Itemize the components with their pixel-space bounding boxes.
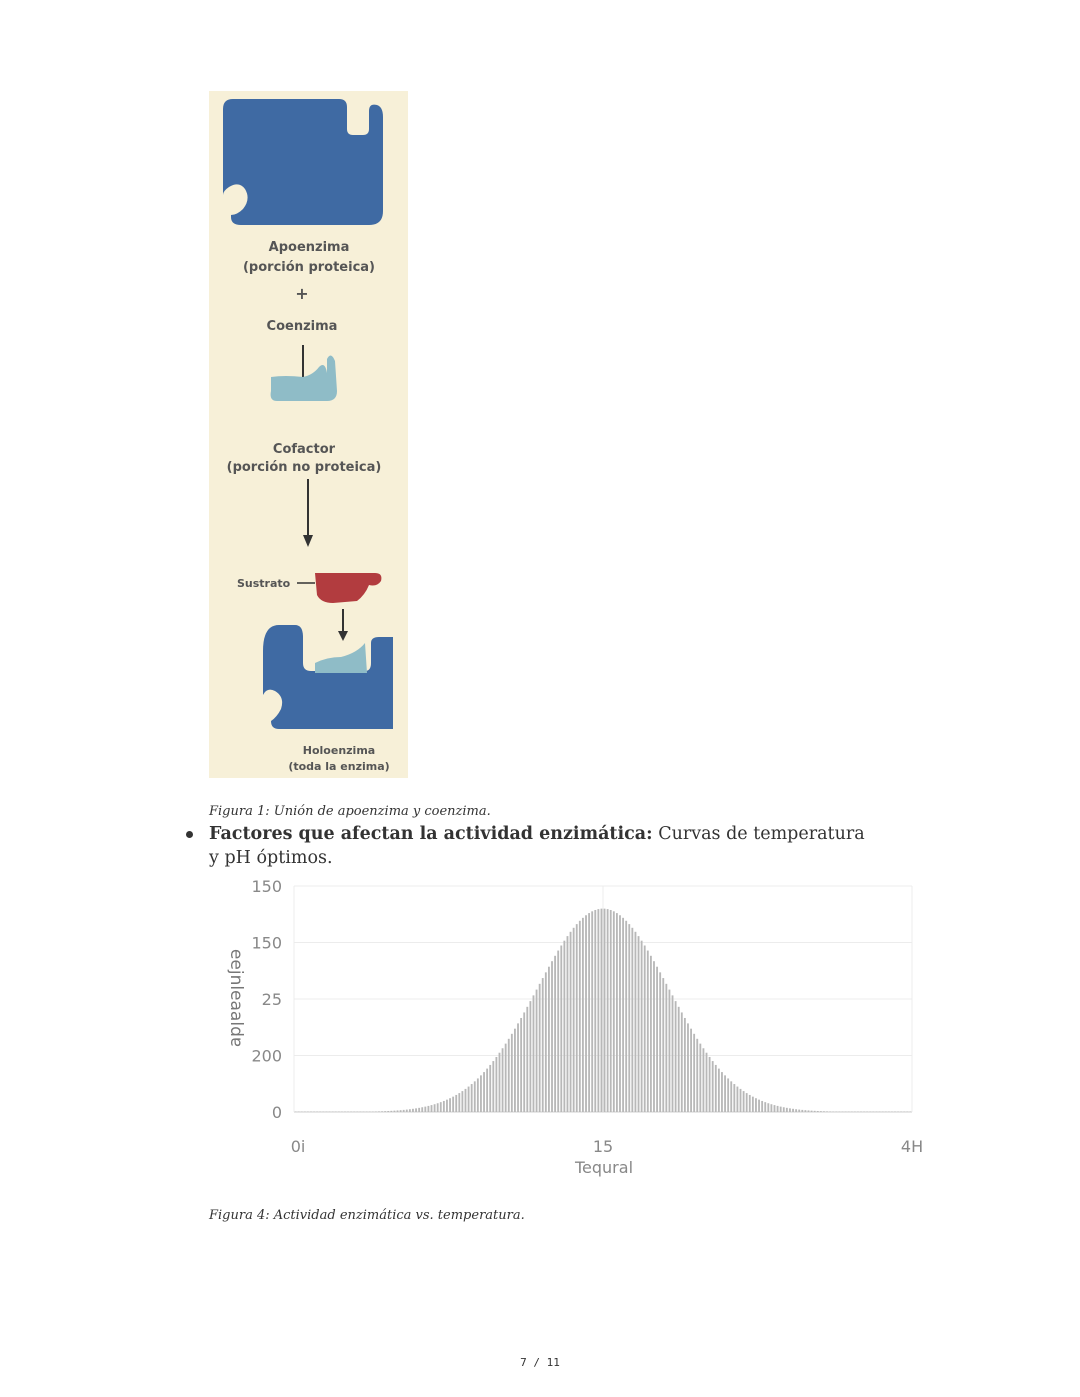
histogram-bar: [412, 1109, 414, 1112]
histogram-bar: [350, 1112, 352, 1113]
apoenzyme-sublabel: (porción proteica): [242, 260, 376, 275]
histogram-bar: [709, 1057, 711, 1112]
histogram-bar: [647, 951, 649, 1112]
histogram-bar: [706, 1053, 708, 1112]
histogram-bar: [347, 1112, 349, 1113]
histogram-bar: [548, 967, 550, 1112]
histogram-bar: [298, 1112, 300, 1113]
figure-apoenzyme-coenzyme: [209, 91, 408, 778]
histogram-bar: [304, 1112, 306, 1113]
histogram-bar: [690, 1029, 692, 1112]
histogram-bar: [910, 1112, 912, 1113]
histogram-bar: [872, 1112, 874, 1113]
histogram-bar: [477, 1078, 479, 1112]
histogram-bar: [882, 1112, 884, 1113]
histogram-bar: [857, 1112, 859, 1113]
histogram-bar: [798, 1110, 800, 1112]
histogram-bar: [372, 1112, 374, 1113]
histogram-bar: [353, 1112, 355, 1113]
histogram-bar: [539, 984, 541, 1112]
histogram-bar: [801, 1110, 803, 1112]
x-axis-label: Tequral: [574, 1158, 634, 1177]
histogram-bar: [789, 1108, 791, 1112]
histogram-bar: [681, 1012, 683, 1112]
histogram-bar: [511, 1034, 513, 1112]
histogram-bar: [669, 990, 671, 1112]
histogram-bar: [523, 1012, 525, 1112]
histogram-bar: [471, 1084, 473, 1112]
histogram-bar: [869, 1112, 871, 1113]
histogram-bar: [332, 1112, 334, 1113]
bullet-dot: [186, 831, 193, 838]
histogram-bar: [465, 1089, 467, 1112]
histogram-bar: [662, 978, 664, 1112]
histogram-bar: [613, 911, 615, 1112]
histogram-bar: [838, 1112, 840, 1113]
histogram-bar: [582, 918, 584, 1112]
y-tick-label: 25: [261, 990, 282, 1009]
histogram-bar: [381, 1111, 383, 1112]
histogram-bar: [545, 972, 547, 1112]
histogram-bar: [301, 1112, 303, 1113]
figure-1-caption: Figura 1: Unión de apoenzima y coenzima.: [209, 804, 491, 819]
histogram-bar: [403, 1110, 405, 1112]
histogram-bar: [619, 915, 621, 1112]
coenzyme-label: Coenzima: [266, 319, 338, 334]
histogram-bar: [829, 1111, 831, 1112]
histogram-bar: [443, 1101, 445, 1112]
histogram-bar: [894, 1112, 896, 1113]
histogram-bar: [508, 1039, 510, 1112]
histogram-bar: [879, 1112, 881, 1113]
histogram-bar: [474, 1081, 476, 1112]
bullet-bold-text: Factores que afectan la actividad enzimática:: [209, 824, 653, 844]
histogram-bar: [755, 1098, 757, 1112]
histogram-bar: [724, 1075, 726, 1112]
histogram-bar: [520, 1018, 522, 1112]
histogram-bar: [427, 1106, 429, 1112]
histogram-bar: [780, 1107, 782, 1112]
histogram-bar: [434, 1104, 436, 1112]
histogram-bar: [316, 1112, 318, 1113]
histogram-bar: [696, 1039, 698, 1112]
substrate-label: Sustrato: [237, 577, 291, 590]
histogram-bar: [752, 1097, 754, 1112]
histogram-bar: [607, 909, 609, 1112]
y-axis-label: eejnleaaldɐ: [226, 948, 246, 1048]
y-tick-label: 150: [251, 933, 282, 953]
histogram-bar: [693, 1034, 695, 1112]
histogram-bar: [891, 1112, 893, 1113]
histogram-bar: [851, 1112, 853, 1113]
x-tick-label: 4H: [900, 1137, 924, 1156]
histogram-bar: [900, 1112, 902, 1113]
bullet-text: Curvas de temperatura y pH óptimos.: [209, 824, 865, 868]
histogram-bar: [406, 1110, 408, 1112]
histogram-bar: [823, 1111, 825, 1112]
histogram-bar: [341, 1112, 343, 1113]
histogram-bar: [313, 1112, 315, 1113]
histogram-bar: [446, 1100, 448, 1112]
histogram-bar: [804, 1110, 806, 1112]
histogram-bar: [678, 1007, 680, 1112]
histogram-bar: [483, 1072, 485, 1112]
histogram-bar: [570, 932, 572, 1112]
histogram-bar: [369, 1112, 371, 1113]
histogram-bar: [625, 921, 627, 1112]
histogram-bar: [767, 1103, 769, 1112]
histogram-bar: [329, 1112, 331, 1113]
histogram-bar: [628, 924, 630, 1112]
histogram-bar: [740, 1089, 742, 1112]
histogram-bar: [492, 1061, 494, 1112]
histogram-bar: [817, 1111, 819, 1112]
histogram-bar: [808, 1110, 810, 1112]
histogram-bar: [452, 1097, 454, 1112]
histogram-bar: [431, 1105, 433, 1112]
histogram-bar: [885, 1112, 887, 1113]
histogram-bar: [650, 956, 652, 1112]
histogram-bar: [480, 1075, 482, 1112]
histogram-bar: [360, 1112, 362, 1113]
bullet-item: [209, 822, 869, 870]
histogram-bar: [761, 1101, 763, 1112]
histogram-bar: [449, 1098, 451, 1112]
histogram-bar: [499, 1053, 501, 1112]
histogram-bar: [715, 1065, 717, 1112]
histogram-bar: [826, 1111, 828, 1112]
histogram-bar: [338, 1112, 340, 1113]
histogram-bar: [897, 1112, 899, 1113]
histogram-bar: [665, 984, 667, 1112]
figure-4-caption: Figura 4: Actividad enzimática vs. temperatura.: [209, 1208, 525, 1223]
histogram-bar: [811, 1111, 813, 1112]
histogram-bar: [749, 1095, 751, 1112]
histogram-bar: [310, 1112, 312, 1113]
histogram-bar: [653, 961, 655, 1112]
histogram-bar: [495, 1057, 497, 1112]
histogram-bar: [659, 972, 661, 1112]
histogram-bar: [860, 1112, 862, 1113]
page-number: 7 / 11: [520, 1356, 560, 1369]
histogram-bar: [397, 1110, 399, 1112]
histogram-bar: [394, 1111, 396, 1112]
plus-sign: +: [295, 284, 309, 303]
x-tick-label: 0i: [290, 1137, 306, 1156]
histogram-bar: [764, 1102, 766, 1112]
histogram-bar: [514, 1029, 516, 1112]
histogram-bar: [616, 913, 618, 1112]
histogram-bar: [703, 1048, 705, 1112]
histogram-bar: [845, 1112, 847, 1113]
histogram-bar: [876, 1112, 878, 1113]
x-tick-label: 15: [592, 1137, 614, 1156]
histogram-bar: [727, 1078, 729, 1112]
y-tick-label: 0: [271, 1103, 282, 1122]
histogram-bar: [551, 961, 553, 1112]
histogram-bar: [486, 1069, 488, 1112]
histogram-bar: [415, 1108, 417, 1112]
histogram-bar: [672, 995, 674, 1112]
histogram-bar: [795, 1109, 797, 1112]
y-tick-label: 200: [251, 1046, 282, 1066]
histogram-bar: [906, 1112, 908, 1113]
histogram-bar: [458, 1093, 460, 1112]
histogram-bar: [517, 1023, 519, 1112]
histogram-bar: [542, 978, 544, 1112]
histogram-bar: [400, 1110, 402, 1112]
histogram-bar: [326, 1112, 328, 1113]
histogram-bar: [699, 1044, 701, 1112]
histogram-bar: [489, 1065, 491, 1112]
histogram-bar: [730, 1081, 732, 1112]
histogram-bar: [712, 1061, 714, 1112]
histogram-bar: [526, 1007, 528, 1112]
histogram-bar: [505, 1044, 507, 1112]
histogram-bar: [786, 1108, 788, 1112]
histogram-bar: [440, 1102, 442, 1112]
histogram-bar: [390, 1111, 392, 1112]
histogram-bar: [461, 1091, 463, 1112]
histogram-bar: [567, 936, 569, 1112]
histogram-bar: [529, 1001, 531, 1112]
histogram-bar: [588, 913, 590, 1112]
histogram-bar: [888, 1112, 890, 1113]
histogram-bar: [468, 1087, 470, 1112]
holoenzyme-sublabel: (toda la enzima): [288, 760, 390, 773]
histogram-bar: [814, 1111, 816, 1112]
cofactor-label: Cofactor: [272, 442, 336, 457]
histogram-bar: [675, 1001, 677, 1112]
histogram-bar: [409, 1109, 411, 1112]
histogram-bar: [557, 951, 559, 1112]
histogram-bar: [644, 946, 646, 1112]
histogram-bar: [591, 911, 593, 1112]
histogram-bar: [307, 1112, 309, 1113]
histogram-bar: [601, 909, 603, 1112]
chart-svg: [209, 870, 925, 1186]
histogram-bar: [378, 1111, 380, 1112]
histogram-bar: [635, 932, 637, 1112]
histogram-bar: [783, 1107, 785, 1112]
y-tick-label: 150: [251, 877, 282, 896]
enzyme-diagram: [209, 91, 408, 778]
histogram-bar: [835, 1112, 837, 1113]
histogram-bar: [863, 1112, 865, 1113]
histogram-bar: [770, 1104, 772, 1112]
histogram-bar: [656, 967, 658, 1112]
histogram-bar: [638, 936, 640, 1112]
histogram-bar: [295, 1112, 297, 1113]
histogram-bar: [563, 941, 565, 1112]
histogram-bar: [421, 1107, 423, 1112]
histogram-bar: [597, 909, 599, 1112]
histogram-bar: [387, 1111, 389, 1112]
histogram-bar: [322, 1112, 324, 1113]
histogram-bar: [554, 956, 556, 1112]
histogram-bar: [792, 1109, 794, 1112]
histogram-bar: [573, 928, 575, 1112]
holoenzyme-label: Holoenzima: [302, 744, 376, 757]
histogram-bar: [363, 1112, 365, 1113]
histogram-bar: [319, 1112, 321, 1113]
histogram-bar: [758, 1100, 760, 1112]
histogram-bar: [344, 1112, 346, 1113]
histogram-bar: [746, 1093, 748, 1112]
histogram-bar: [736, 1087, 738, 1112]
histogram-bar: [820, 1111, 822, 1112]
histogram-bar: [533, 995, 535, 1112]
histogram-bar: [718, 1069, 720, 1112]
histogram-bar: [743, 1091, 745, 1112]
histogram-bar: [684, 1018, 686, 1112]
cofactor-sublabel: (porción no proteica): [226, 460, 382, 475]
histogram-bar: [604, 909, 606, 1112]
histogram-bar: [854, 1112, 856, 1113]
histogram-bar: [576, 924, 578, 1112]
histogram-bar: [375, 1111, 377, 1112]
histogram-bar: [437, 1103, 439, 1112]
histogram-bar: [848, 1112, 850, 1113]
histogram-bar: [560, 946, 562, 1112]
histogram-bar: [536, 990, 538, 1112]
histogram-bar: [335, 1112, 337, 1113]
histogram-bar: [832, 1112, 834, 1113]
histogram-bar: [585, 915, 587, 1112]
histogram-bar: [594, 910, 596, 1112]
histogram-bar: [641, 941, 643, 1112]
histogram-bar: [418, 1108, 420, 1112]
histogram-bar: [631, 928, 633, 1112]
histogram-bar: [687, 1023, 689, 1112]
histogram-bar: [356, 1112, 358, 1113]
temperature-chart: [209, 870, 925, 1186]
histogram-bar: [622, 918, 624, 1112]
histogram-bar: [579, 921, 581, 1112]
histogram-bar: [903, 1112, 905, 1113]
histogram-bar: [721, 1072, 723, 1112]
histogram-bar: [424, 1107, 426, 1112]
histogram-bar: [384, 1111, 386, 1112]
histogram-bar: [610, 910, 612, 1112]
histogram-bar: [366, 1112, 368, 1113]
apoenzyme-label: Apoenzima: [268, 240, 350, 255]
histogram-bar: [455, 1095, 457, 1112]
histogram-bar: [866, 1112, 868, 1113]
histogram-bar: [777, 1106, 779, 1112]
histogram-bar: [842, 1112, 844, 1113]
histogram-bar: [774, 1105, 776, 1112]
histogram-bar: [733, 1084, 735, 1112]
histogram-bar: [502, 1048, 504, 1112]
